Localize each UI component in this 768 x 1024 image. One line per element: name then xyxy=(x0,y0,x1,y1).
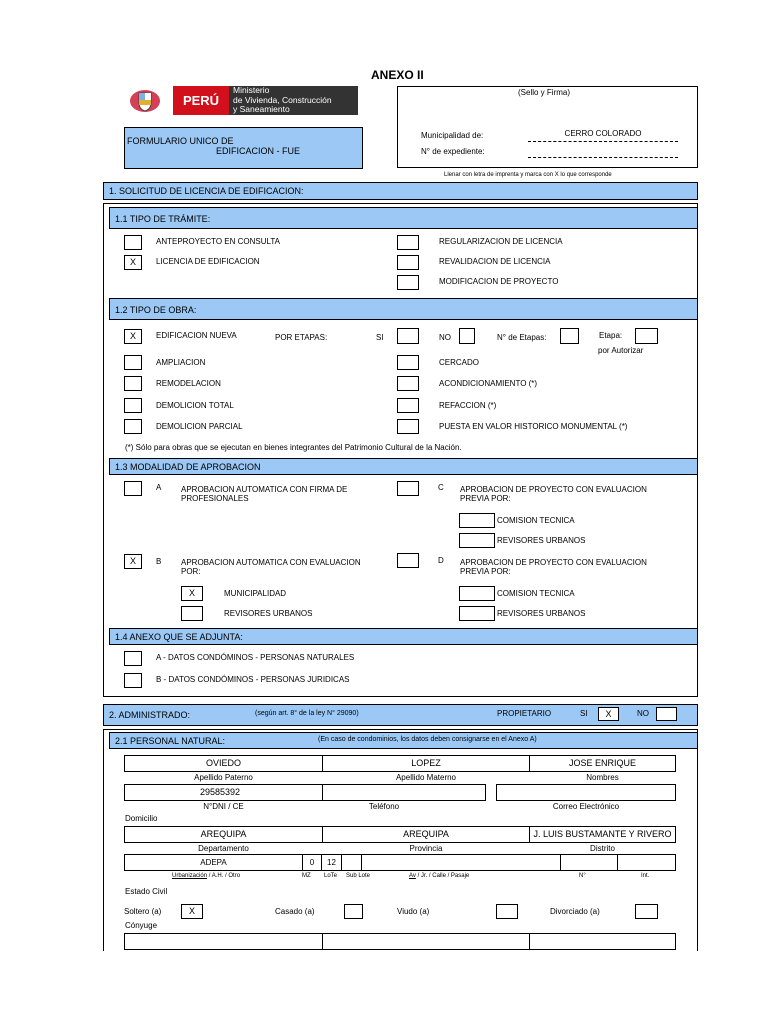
checkbox-acondicionamiento[interactable] xyxy=(397,376,419,391)
instructions: Llenar con letra de imprenta y marca con X lo que corresponde xyxy=(444,172,612,178)
logo-peru: PERÚ xyxy=(173,86,229,115)
letter-d: D xyxy=(438,556,444,565)
label-regularizacion: REGULARIZACION DE LICENCIA xyxy=(439,237,563,246)
label-revalidacion: REVALIDACION DE LICENCIA xyxy=(439,257,551,266)
page-title: ANEXO II xyxy=(371,68,424,82)
label-modificacion: MODIFICACION DE PROYECTO xyxy=(439,277,559,286)
label-nombres: Nombres xyxy=(586,773,619,782)
label-etapas-si: SI xyxy=(376,333,384,342)
checkbox-anexo-b[interactable] xyxy=(124,673,142,688)
label-departamento: Departamento xyxy=(198,844,249,853)
section-2-1-title: 2.1 PERSONAL NATURAL: xyxy=(109,732,698,749)
checkbox-puesta-en-valor[interactable] xyxy=(397,419,419,434)
conyuge-paterno-field[interactable] xyxy=(124,933,323,950)
label-c-revisores: REVISORES URBANOS xyxy=(497,536,586,545)
label-anteproyecto: ANTEPROYECTO EN CONSULTA xyxy=(156,237,281,246)
label-propietario-no: NO xyxy=(637,709,649,718)
label-ampliacion: AMPLIACION xyxy=(156,358,206,367)
section-1-1-title: 1.1 TIPO DE TRÁMITE: xyxy=(109,207,698,229)
sello-label: (Sello y Firma) xyxy=(518,88,571,97)
label-acondicionamiento: ACONDICIONAMIENTO (*) xyxy=(439,379,538,388)
checkbox-revalidacion[interactable] xyxy=(397,255,419,270)
checkbox-d-revisores[interactable] xyxy=(459,606,495,621)
checkbox-modalidad-c[interactable] xyxy=(397,481,419,496)
input-n-etapas[interactable] xyxy=(560,328,579,344)
checkbox-etapas-si[interactable] xyxy=(397,328,419,344)
label-apellido-paterno: Apellido Paterno xyxy=(194,773,253,782)
lote-field[interactable]: 12 xyxy=(321,854,342,871)
checkbox-c-comision[interactable] xyxy=(459,513,495,528)
label-dni: N°DNI / CE xyxy=(203,802,244,811)
letter-c: C xyxy=(438,483,444,492)
label-interior: Int. xyxy=(641,873,650,879)
label-refaccion: REFACCION (*) xyxy=(439,401,497,410)
label-numero: N° xyxy=(579,873,586,879)
expediente-label: N° de expediente: xyxy=(421,147,485,156)
form-title: FORMULARIO UNICO DE EDIFICACION - FUE xyxy=(124,127,363,169)
checkbox-modalidad-b[interactable]: X xyxy=(124,554,142,569)
label-por-etapas: POR ETAPAS: xyxy=(275,333,328,342)
note-patrimonio: (*) Sólo para obras que se ejecutan en bienes integrantes del Patrimonio Cultural de la Nación. xyxy=(125,443,462,452)
municipalidad-label: Municipalidad de: xyxy=(421,131,484,140)
checkbox-modificacion[interactable] xyxy=(397,275,419,290)
label-lote: LoTe xyxy=(324,873,338,879)
conyuge-materno-field[interactable] xyxy=(322,933,530,950)
label-remodelacion: REMODELACION xyxy=(156,379,221,388)
label-domicilio: Domicilio xyxy=(125,814,158,823)
label-estado-civil: Estado Civil xyxy=(125,887,168,896)
label-casado: Casado (a) xyxy=(275,907,315,916)
label-b-municipalidad: MUNICIPALIDAD xyxy=(224,589,287,598)
correo-field[interactable] xyxy=(496,784,676,801)
checkbox-edificacion-nueva[interactable]: X xyxy=(124,329,142,344)
label-mz: MZ xyxy=(302,873,311,879)
checkbox-ampliacion[interactable] xyxy=(124,355,142,370)
coat-of-arms-icon xyxy=(127,86,163,116)
label-etapas-no: NO xyxy=(439,333,451,342)
apellido-paterno-field[interactable]: OVIEDO xyxy=(124,755,323,772)
label-propietario: PROPIETARIO xyxy=(497,709,552,718)
checkbox-propietario-no[interactable] xyxy=(656,707,677,721)
label-calle: Av / Jr. / Calle / Pasaje xyxy=(409,873,470,879)
logo-ministry: Ministerio de Vivienda, Construcción y Saneamiento xyxy=(229,86,358,115)
section-1-4-title: 1.4 ANEXO QUE SE ADJUNTA: xyxy=(109,628,698,645)
checkbox-c-revisores[interactable] xyxy=(459,533,495,548)
label-soltero: Soltero (a) xyxy=(124,907,162,916)
checkbox-b-revisores[interactable] xyxy=(181,606,203,621)
label-anexo-a: A - DATOS CONDÓMINOS - PERSONAS NATURALES xyxy=(156,653,355,662)
checkbox-etapas-no[interactable] xyxy=(459,328,475,344)
section-1-3-title: 1.3 MODALIDAD DE APROBACION xyxy=(109,458,698,475)
label-urbanizacion: Urbanización / A.H. / Otro xyxy=(172,873,241,879)
checkbox-demolicion-parcial[interactable] xyxy=(124,419,142,434)
checkbox-modalidad-a[interactable] xyxy=(124,481,142,496)
section-1-2-title: 1.2 TIPO DE OBRA: xyxy=(109,298,698,320)
label-por-autorizar: por Autorizar xyxy=(598,346,644,355)
checkbox-d-comision[interactable] xyxy=(459,586,495,601)
label-demolicion-parcial: DEMOLICION PARCIAL xyxy=(156,422,243,431)
label-modalidad-b: APROBACION AUTOMATICA CON EVALUACION POR: xyxy=(181,558,361,576)
expediente-line xyxy=(528,157,678,158)
checkbox-casado[interactable] xyxy=(344,904,363,919)
checkbox-regularizacion[interactable] xyxy=(397,235,419,250)
checkbox-refaccion[interactable] xyxy=(397,398,419,413)
label-distrito: Distrito xyxy=(590,844,615,853)
checkbox-divorciado[interactable] xyxy=(635,904,658,919)
checkbox-anexo-a[interactable] xyxy=(124,651,142,666)
checkbox-viudo[interactable] xyxy=(496,904,518,919)
label-sublote: Sub Lote xyxy=(346,873,371,879)
label-edificacion-nueva: EDIFICACION NUEVA xyxy=(156,331,237,340)
label-modalidad-c: APROBACION DE PROYECTO CON EVALUACION PREVIA POR: xyxy=(460,485,647,503)
checkbox-propietario-si[interactable]: X xyxy=(598,707,619,721)
input-etapa[interactable] xyxy=(635,328,658,344)
municipalidad-value: CERRO COLORADO xyxy=(564,129,642,138)
municipalidad-line xyxy=(528,141,678,142)
section-2-ref: (según art. 8° de la ley N° 29090) xyxy=(255,710,359,717)
label-cercado: CERCADO xyxy=(439,358,480,367)
label-puesta-en-valor: PUESTA EN VALOR HISTORICO MONUMENTAL (*) xyxy=(439,422,628,431)
departamento-field[interactable]: AREQUIPA xyxy=(124,826,323,843)
section-2-1-note: (En caso de condominios, los datos deben consignarse en el Anexo A) xyxy=(318,736,537,743)
provincia-field[interactable]: AREQUIPA xyxy=(322,826,530,843)
label-etapa: Etapa: xyxy=(599,331,623,340)
conyuge-nombres-field[interactable] xyxy=(529,933,676,950)
checkbox-demolicion-total[interactable] xyxy=(124,398,142,413)
label-correo: Correo Electrónico xyxy=(552,802,620,811)
urbanizacion-field[interactable]: ADEPA xyxy=(124,854,303,871)
label-modalidad-d: APROBACION DE PROYECTO CON EVALUACION PREVIA POR: xyxy=(460,558,647,576)
label-licencia-edificacion: LICENCIA DE EDIFICACION xyxy=(156,257,260,266)
label-viudo: Viudo (a) xyxy=(397,907,430,916)
label-d-revisores: REVISORES URBANOS xyxy=(497,609,586,618)
mz-field[interactable]: 0 xyxy=(302,854,322,871)
sublote-field[interactable] xyxy=(341,854,362,871)
label-apellido-materno: Apellido Materno xyxy=(395,773,457,782)
checkbox-b-municipalidad[interactable]: X xyxy=(181,586,203,601)
label-modalidad-a: APROBACION AUTOMATICA CON FIRMA DE PROFESIONALES xyxy=(181,485,348,503)
apellido-materno-field[interactable]: LOPEZ xyxy=(322,755,530,772)
checkbox-cercado[interactable] xyxy=(397,355,419,370)
calle-field[interactable] xyxy=(361,854,561,871)
label-n-etapas: N° de Etapas: xyxy=(497,333,547,342)
section-2-title: 2. ADMINISTRADO: xyxy=(103,704,698,726)
label-conyuge: Cónyuge xyxy=(125,921,158,930)
checkbox-anteproyecto[interactable] xyxy=(124,235,142,250)
label-b-revisores: REVISORES URBANOS xyxy=(224,609,313,618)
section-1-title: 1. SOLICITUD DE LICENCIA DE EDIFICACION: xyxy=(103,182,698,200)
checkbox-soltero[interactable]: X xyxy=(181,904,203,919)
label-d-comision: COMISION TECNICA xyxy=(497,589,575,598)
label-demolicion-total: DEMOLICION TOTAL xyxy=(156,401,234,410)
label-propietario-si: SI xyxy=(580,709,588,718)
label-telefono: Teléfono xyxy=(368,802,400,811)
dni-field[interactable]: 29585392 xyxy=(124,784,323,801)
letter-a: A xyxy=(156,483,162,492)
label-divorciado: Divorciado (a) xyxy=(550,907,600,916)
nombres-field[interactable]: JOSE ENRIQUE xyxy=(529,755,676,772)
label-anexo-b: B - DATOS CONDÓMINOS - PERSONAS JURIDICAS xyxy=(156,675,350,684)
telefono-field[interactable] xyxy=(322,784,486,801)
checkbox-licencia-edificacion[interactable]: X xyxy=(124,255,142,270)
numero-field[interactable] xyxy=(560,854,618,871)
label-c-comision: COMISION TECNICA xyxy=(497,516,575,525)
interior-field[interactable] xyxy=(617,854,676,871)
checkbox-modalidad-d[interactable] xyxy=(397,553,419,568)
distrito-field[interactable]: J. LUIS BUSTAMANTE Y RIVERO xyxy=(529,826,676,843)
checkbox-remodelacion[interactable] xyxy=(124,376,142,391)
label-provincia: Provincia xyxy=(409,844,443,853)
letter-b: B xyxy=(156,557,162,566)
